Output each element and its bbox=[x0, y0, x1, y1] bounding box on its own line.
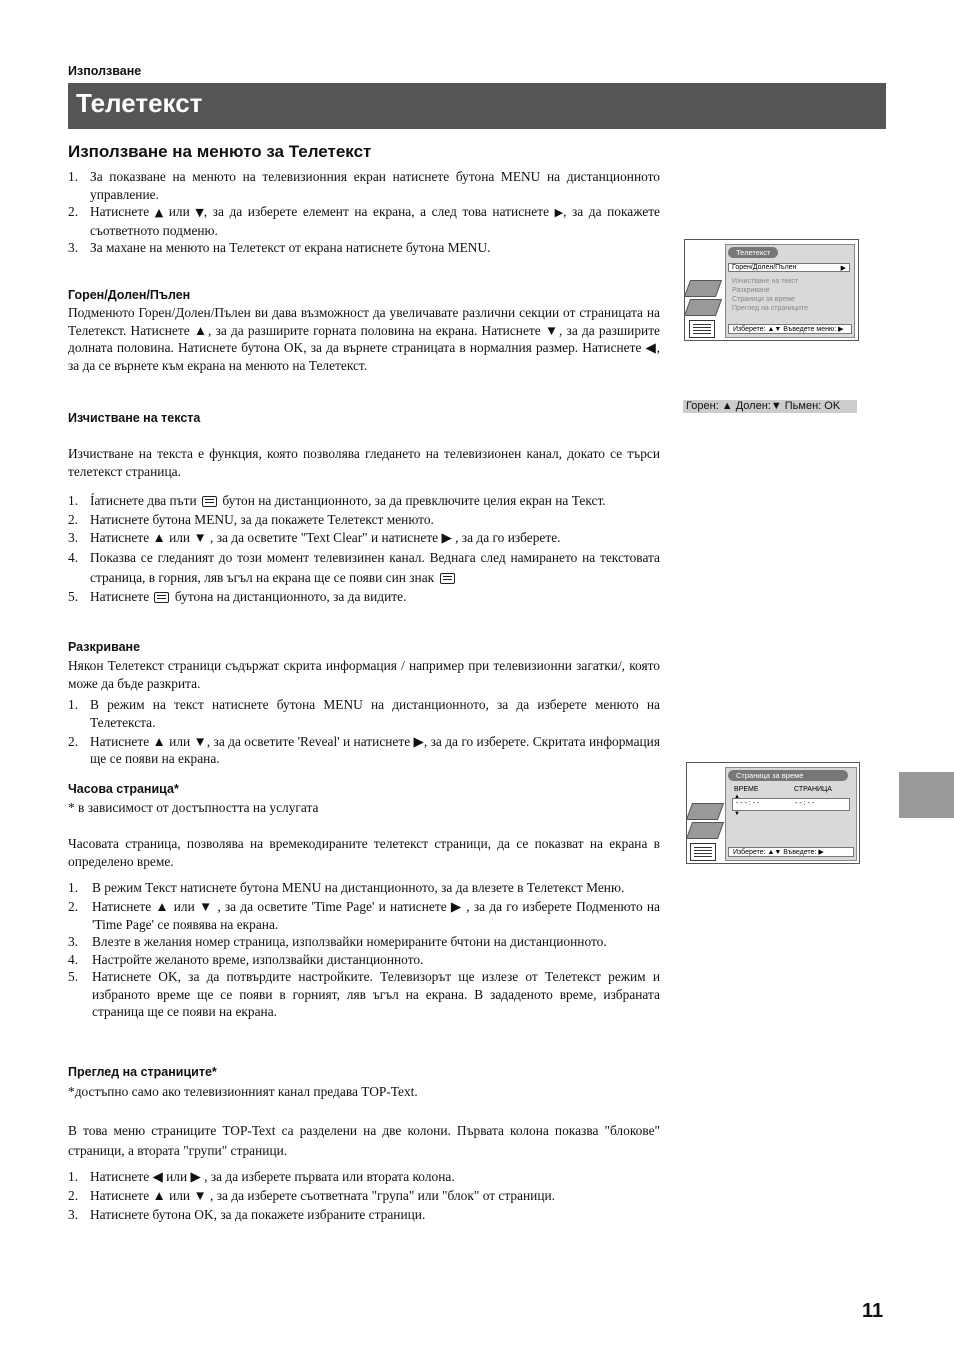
text-clear-steps bbox=[68, 492, 660, 606]
list-item: 2. Натиснете ▲ или ▼ , за да осветите 'Time Page' и натиснете ▶ , за да го изберете Подменюто на 'Time Page' се появява на екрана. bbox=[68, 899, 660, 932]
intro-steps bbox=[68, 168, 660, 257]
menu-footer: Изберете: ▲▼ Въведете: ▶ bbox=[728, 847, 854, 857]
page-number: 11 bbox=[862, 1300, 884, 1322]
status-bar: Горен: ▲ Долен:▼ Пьмен: OK bbox=[683, 400, 857, 413]
teletext-menu-screenshot bbox=[684, 239, 859, 341]
page-overview-steps bbox=[68, 1167, 660, 1224]
upper-lower-heading: Горен/Долен/Пълен bbox=[68, 288, 191, 302]
list-item: 4. Показва се гледаният до този момент телевизинен канал. Веднага след намирането на текстовата страница, в горния, ляв ъгъл на екрана ще се появи син знак bbox=[68, 549, 660, 585]
list-item: 2. Натиснете ▲ или ▼, за да осветите 'Reveal' и натиснете ▶, за да го изберете. Скритата информация ще се появи на екрана. bbox=[68, 733, 660, 766]
list-item: 2. Натиснете ▲ или ▼ , за да изберете съответната "група" или "блок" от страници. bbox=[68, 1188, 556, 1203]
menu-item[interactable]: Страници за време bbox=[732, 296, 795, 303]
list-item: 5. Натиснете OK, за да потвърдите настройките. Телевизорът ще излезе от Телетекст режим и избраното време ще се появи в горният, ляв ъгъл на екрана. В зададеното време, избраната страница ще се появи на екрана. bbox=[68, 969, 660, 1019]
list-item: 2. Натиснете ▲ или ▼, за да изберете елемент на екрана, а след това натиснете ▶, за да покажете съответното подменю. bbox=[68, 204, 661, 238]
music-note-icon bbox=[684, 299, 722, 316]
upper-lower-text: Подменюто Горен/Долен/Пълен ви дава възможност да увеличавате различни секции от страницата на Телетекст. Натиснете ▲, за да разширите горната половина на екрана. Натиснете ▼, за да разширите долната половина. Натиснете бутона OK, за да върнете страницата в нормалния размер. Натиснете ◀, за да се върнете към екрана на менюто на Телетекст. bbox=[68, 305, 660, 373]
music-note-icon bbox=[686, 822, 724, 839]
menu-item[interactable]: Изчистване на текст bbox=[732, 278, 799, 285]
page-title: Телетекст bbox=[76, 88, 203, 118]
list-item: 3. Натиснете ▲ или ▼ , за да осветите "Text Clear" и натиснете ▶ , за да го изберете. bbox=[68, 530, 561, 545]
time-page-steps bbox=[68, 879, 660, 1021]
person-icon bbox=[684, 280, 722, 297]
up-down-arrows-icon: ▲ bbox=[734, 794, 740, 800]
teletext-icon bbox=[154, 592, 169, 603]
menu-item[interactable]: Разкриване bbox=[732, 287, 770, 294]
menu-footer: Изберете: ▲▼ Въведете меню: ▶ bbox=[728, 324, 852, 334]
time-page-note: * в зависимост от достъпността на услугата bbox=[68, 800, 319, 815]
page-value[interactable]: - - : - - bbox=[795, 800, 815, 807]
reveal-steps bbox=[68, 696, 660, 768]
person-icon bbox=[686, 803, 724, 820]
list-item: 3. За махане на менюто на Телетекст от екрана натиснете бутона MENU. bbox=[68, 240, 491, 255]
list-item: 1. В режим Текст натиснете бутона MENU на дистанционното, за да влезете в Телетекст Меню. bbox=[68, 880, 625, 895]
list-item: 3. Влезте в желания номер страница, използвайки номерираните бчтони на дистанционното. bbox=[68, 934, 607, 949]
menu-panel bbox=[725, 767, 857, 861]
list-item: 1. В режим на текст натиснете бутона MENU на дистанционното, за да изберете менюто на Телетекста. bbox=[68, 697, 660, 730]
page-overview-text: В това меню страниците TOP-Text са разделени на две колони. Първата колона показва "блокове" страници, а втората "групи" страници. bbox=[68, 1123, 660, 1158]
time-page-input-row[interactable] bbox=[732, 798, 850, 811]
menu-title: Страница за време bbox=[728, 770, 848, 781]
list-item: 1. Натиснете ◀ или ▶ , за да изберете първата или втората колона. bbox=[68, 1169, 455, 1184]
column-header-time: ВРЕМЕ bbox=[734, 786, 759, 793]
list-item: 4. Настройте желаното време, използвайки дистанционното. bbox=[68, 951, 424, 967]
teletext-icon bbox=[690, 843, 716, 861]
list-item: 2. Натиснете бутона MENU, за да покажете Телетекст менюто. bbox=[68, 511, 434, 527]
text-clear-heading: Изчистване на текста bbox=[68, 411, 201, 425]
list-item: 1. Íатиснете два пъти бутон на дистанционното, за да превключите целия екран на Текст. bbox=[68, 493, 606, 508]
list-item: 5. Натиснете бутона на дистанционното, за да видите. bbox=[68, 588, 407, 604]
time-value[interactable]: - - - : - - bbox=[736, 800, 760, 807]
up-down-arrows-icon: ▼ bbox=[734, 811, 740, 817]
menu-panel bbox=[725, 244, 855, 338]
menu-title: Телетекст bbox=[728, 247, 778, 258]
intro-heading: Използване на менюто за Телетекст bbox=[68, 142, 372, 161]
menu-item-selected[interactable]: Горен/Долен/Пълен ▶ bbox=[728, 263, 850, 272]
teletext-icon bbox=[202, 496, 217, 507]
list-item: 3. Натиснете бутона OK, за да покажете избраните страници. bbox=[68, 1207, 426, 1222]
right-arrow-icon: ▶ bbox=[554, 206, 564, 219]
time-page-text: Часовата страница, позволява на времекодираните телетекст страници, да се показват на екрана в определено време. bbox=[68, 836, 660, 869]
up-arrow-icon: ▲ bbox=[154, 206, 164, 219]
time-page-menu-screenshot bbox=[686, 762, 860, 864]
teletext-icon bbox=[440, 573, 455, 584]
page-overview-note: *достъпно само ако телевизионният канал предава TOP-Text. bbox=[68, 1084, 418, 1099]
section-label: Използване bbox=[68, 64, 142, 78]
reveal-heading: Разкриване bbox=[68, 640, 141, 654]
column-header-page: СТРАНИЦА bbox=[794, 786, 832, 793]
down-arrow-icon: ▼ bbox=[195, 206, 204, 219]
reveal-text: Някон Телетекст страници съдържат скрита информация / например при телевизионни загатки/, която може да бъде разкрита. bbox=[68, 658, 660, 691]
page-overview-heading: Преглед на страниците* bbox=[68, 1065, 217, 1079]
time-page-heading: Часова страница* bbox=[68, 782, 179, 796]
chapter-tab bbox=[899, 772, 954, 818]
title-bar bbox=[68, 83, 886, 129]
teletext-icon bbox=[689, 320, 715, 338]
text-clear-text: Изчистване на текста е функция, която позволява гледането на телевизионен канал, докато се търси телетекст страница. bbox=[68, 446, 660, 479]
list-item: 1. За показване на менюто на телевизионния екран натиснете бутона MENU на дистанционното управление. bbox=[68, 169, 660, 202]
menu-item[interactable]: Преглед на страниците bbox=[732, 305, 808, 312]
